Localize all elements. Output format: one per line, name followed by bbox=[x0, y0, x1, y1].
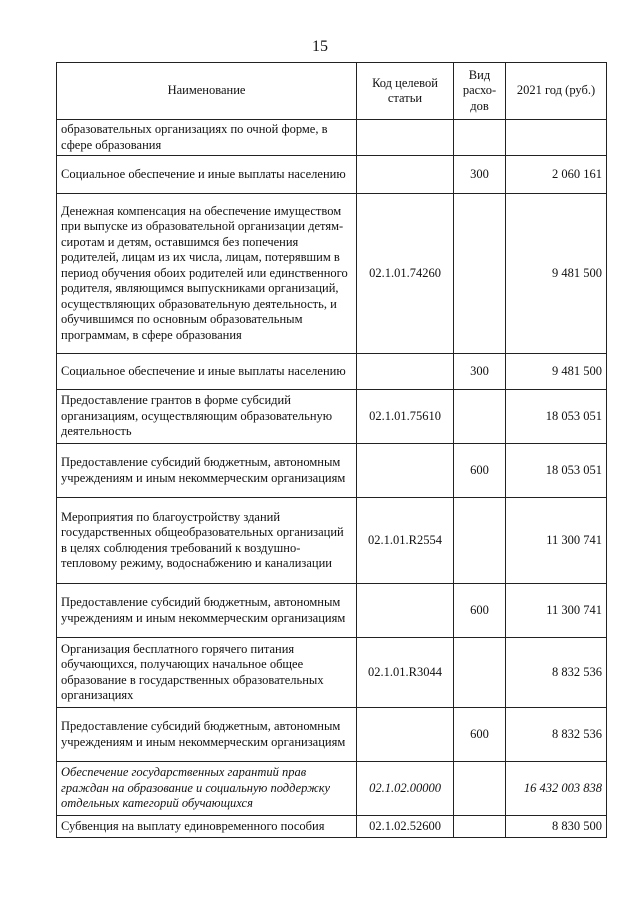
cell-type: 600 bbox=[454, 584, 506, 638]
cell-name: Мероприятия по благоустройству зданий государственных общеобразовательных организаций в целях соблюдения требований к воздушно-тепловому режиму, водоснабжению и канализации bbox=[57, 498, 357, 584]
budget-table bbox=[56, 62, 607, 838]
table-row bbox=[57, 156, 607, 194]
cell-sum: 8 832 536 bbox=[506, 708, 607, 762]
table-header-row bbox=[57, 63, 607, 120]
cell-name: Субвенция на выплату единовременного пособия bbox=[57, 816, 357, 838]
table-row bbox=[57, 816, 607, 838]
cell-code bbox=[357, 354, 454, 390]
cell-sum bbox=[506, 120, 607, 156]
table-row bbox=[57, 390, 607, 444]
header-code: Код целевой статьи bbox=[357, 63, 454, 120]
cell-type bbox=[454, 816, 506, 838]
table-row bbox=[57, 354, 607, 390]
cell-name: Социальное обеспечение и иные выплаты населению bbox=[57, 156, 357, 194]
header-sum: 2021 год (руб.) bbox=[506, 63, 607, 120]
cell-code: 02.1.01.74260 bbox=[357, 194, 454, 354]
cell-name: Предоставление грантов в форме субсидий организациям, осуществляющим образовательную деятельность bbox=[57, 390, 357, 444]
table-row bbox=[57, 498, 607, 584]
cell-sum: 9 481 500 bbox=[506, 194, 607, 354]
cell-type: 300 bbox=[454, 156, 506, 194]
cell-code: 02.1.01.R3044 bbox=[357, 638, 454, 708]
table-row bbox=[57, 762, 607, 816]
cell-name: Предоставление субсидий бюджетным, автономным учреждениям и иным некоммерческим организациям bbox=[57, 708, 357, 762]
table-row bbox=[57, 444, 607, 498]
cell-name: образовательных организациях по очной форме, в сфере образования bbox=[57, 120, 357, 156]
header-name: Наименование bbox=[57, 63, 357, 120]
cell-type bbox=[454, 638, 506, 708]
cell-type bbox=[454, 762, 506, 816]
cell-sum: 2 060 161 bbox=[506, 156, 607, 194]
cell-sum: 18 053 051 bbox=[506, 444, 607, 498]
cell-sum: 11 300 741 bbox=[506, 584, 607, 638]
cell-code bbox=[357, 120, 454, 156]
table-body bbox=[57, 120, 607, 838]
cell-type: 600 bbox=[454, 444, 506, 498]
cell-name: Предоставление субсидий бюджетным, автономным учреждениям и иным некоммерческим организациям bbox=[57, 584, 357, 638]
cell-sum: 8 832 536 bbox=[506, 638, 607, 708]
cell-code: 02.1.01.R2554 bbox=[357, 498, 454, 584]
table-row bbox=[57, 120, 607, 156]
header-type: Вид расхо-дов bbox=[454, 63, 506, 120]
cell-type bbox=[454, 498, 506, 584]
table-row bbox=[57, 584, 607, 638]
cell-sum: 18 053 051 bbox=[506, 390, 607, 444]
cell-code: 02.1.02.52600 bbox=[357, 816, 454, 838]
cell-code bbox=[357, 584, 454, 638]
cell-type bbox=[454, 120, 506, 156]
cell-name: Организация бесплатного горячего питания обучающихся, получающих начальное общее образование в государственных образовательных организациях bbox=[57, 638, 357, 708]
cell-sum: 8 830 500 bbox=[506, 816, 607, 838]
table-row bbox=[57, 708, 607, 762]
cell-sum: 9 481 500 bbox=[506, 354, 607, 390]
cell-code: 02.1.02.00000 bbox=[357, 762, 454, 816]
cell-type bbox=[454, 390, 506, 444]
cell-code bbox=[357, 444, 454, 498]
cell-type bbox=[454, 194, 506, 354]
cell-sum: 16 432 003 838 bbox=[506, 762, 607, 816]
cell-name: Предоставление субсидий бюджетным, автономным учреждениям и иным некоммерческим организациям bbox=[57, 444, 357, 498]
page-number: 15 bbox=[312, 38, 328, 55]
cell-code bbox=[357, 156, 454, 194]
cell-name: Денежная компенсация на обеспечение имуществом при выпуске из образовательной организации детям-сиротам и детям, оставшимся без попечения родителей, лицам из их числа, лицам, потерявшим в период обучения обоих родителей или единственного родителя, являющимся выпускниками организаций, осуществляющих образовательную деятельность, и обучившимся по основным образовательным программам, в сфере образования bbox=[57, 194, 357, 354]
cell-sum: 11 300 741 bbox=[506, 498, 607, 584]
cell-name: Социальное обеспечение и иные выплаты населению bbox=[57, 354, 357, 390]
cell-code bbox=[357, 708, 454, 762]
cell-name: Обеспечение государственных гарантий прав граждан на образование и социальную поддержку отдельных категорий обучающихся bbox=[57, 762, 357, 816]
cell-type: 600 bbox=[454, 708, 506, 762]
table-row bbox=[57, 194, 607, 354]
cell-type: 300 bbox=[454, 354, 506, 390]
cell-code: 02.1.01.75610 bbox=[357, 390, 454, 444]
table-row bbox=[57, 638, 607, 708]
